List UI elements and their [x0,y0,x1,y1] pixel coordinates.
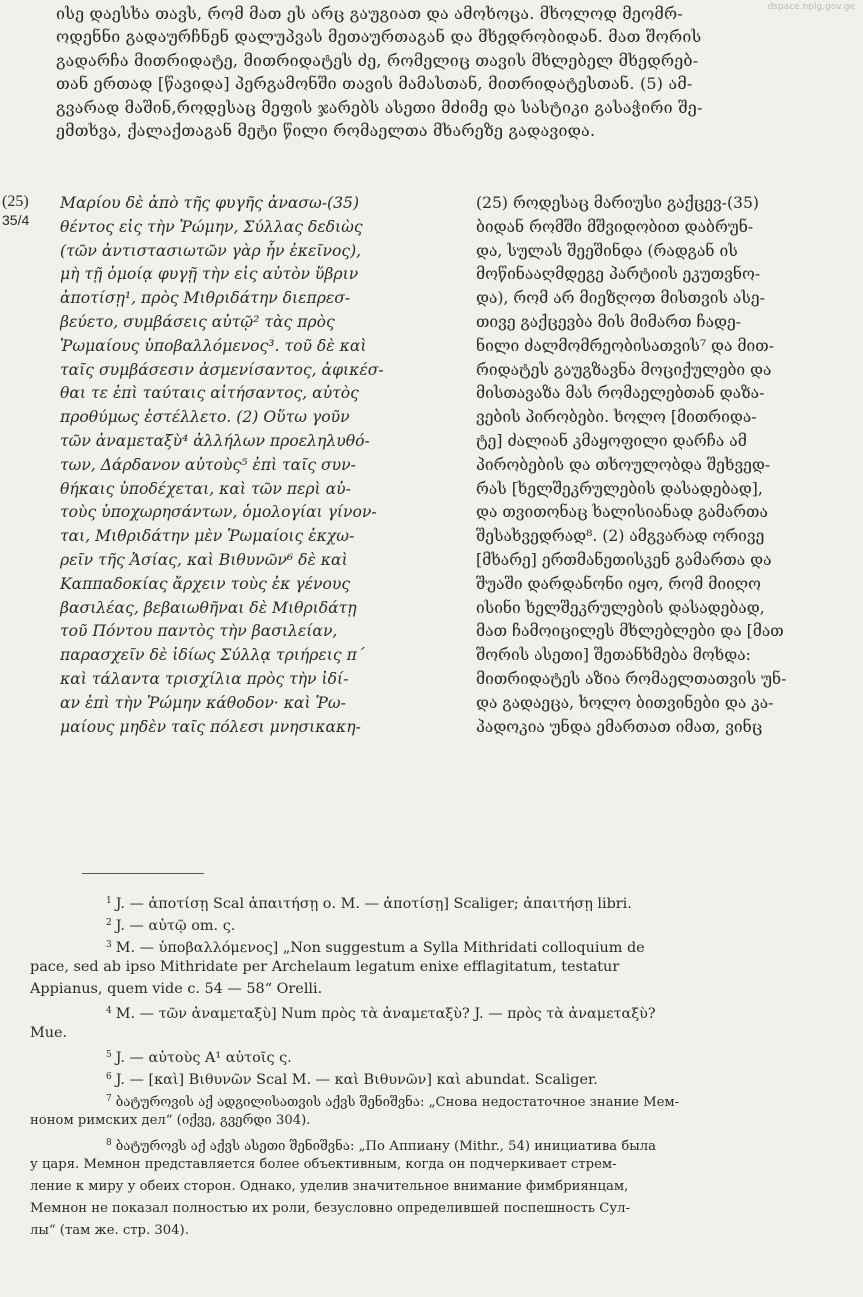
text-line: რიდატეს გაუგზავნა მოციქულები და [476,360,772,379]
footnote [30,912,856,934]
footnote-text: Mue. [30,1025,68,1041]
footnote-text: J. — αὐτοὺς A¹ αὐτοῖς ς. [115,1050,292,1066]
footnote [30,934,856,1000]
text-line: პირობების და თხოულობდა შეხვედ- [476,455,771,474]
text-line: შესახვედრად⁸. (2) ამგვარად ორივე [476,527,765,546]
text-line: καὶ τάλαντα τρισχίλια πρὸς τὴν ἰδί- [60,669,349,688]
footnote-divider [82,873,204,874]
text-line: ოდენნი გადაურჩნენ დალუპვას მეთაურთაგან და მხედრობიდან. მათ შორის [56,27,702,47]
text-line: ρεῖν τῆς Ἀσίας, καὶ Βιθυνῶν⁶ δὲ καὶ [60,550,348,569]
text-line: მოწინააღმდეგე პარტიის ეკუთვნო- [476,265,761,284]
text-line: და), რომ არ მიეზღოთ მისთვის ასე- [476,289,765,308]
text-line: μὴ τῇ ὁμοίᾳ φυγῇ τὴν εἰς αὐτὸν ὕβριν [60,265,359,284]
text-line: რას [ხელშეკრულების დასადებად], [476,479,763,498]
footnote [30,1132,856,1242]
footnote-number: 8 [106,1138,112,1148]
footnote-text: J. — [καὶ] Βιθυνῶν Scal M. — καὶ Βιθυνῶν] καὶ abundat. Scaliger. [115,1072,598,1088]
text-line: პადოკია უნდა ემართათ იმათ, ვინც [476,717,763,736]
footnote-number: 1 [106,896,112,906]
footnote-text: ბატუროვის აქ ადგილისათვის აქვს შენიშვნა: „Снова недостаточное знание Мем- [115,1095,680,1110]
text-line: ται, Μιθριδάτην μὲν Ῥωμαίοις ἐκχω- [60,527,355,546]
footnote [30,1088,856,1132]
footnote-number: 5 [106,1050,112,1060]
text-line: βεύετο, συμβάσεις αὐτῷ² τὰς πρὸς [60,312,335,331]
top-paragraph [56,2,852,142]
margin-notes [2,192,54,230]
text-line: და, სულას შეეშინდა (რადგან ის [476,241,738,260]
text-line: მითრიდატეს აზია რომაელთათვის უნ- [476,669,787,688]
footnote-text: у царя. Мемнон представляется более объективным, когда он подчеркивает стрем- [30,1157,617,1172]
text-line: ვების პირობები. ხოლო [მითრიდა- [476,408,757,427]
footnotes [30,890,856,1242]
text-line: ტე] ძალიან კმაყოფილი დარჩა ამ [476,431,747,450]
text-line: (25) როდესაც მარიუსი გაქცევ-(35) [476,194,759,212]
text-line: გვარად მაშინ,როდესაც მეფის ჯარებს ასეთი მძიმე და სასტიკი გასაჭირი შე- [56,97,703,117]
text-line: და თვითონაც ხალისიანად გამართა [476,503,768,522]
footnote-text: ление к миру у обеих сторон. Однако, уделив значительное внимание фимбриянцам, [30,1179,629,1194]
text-line: θήκαις ὑποδέχεται, καὶ τῶν περὶ αὐ- [60,479,351,498]
footnote-number: 6 [106,1072,112,1082]
watermark: dspace.nplg.gov.ge [767,2,855,12]
text-line: ἀποτίσῃ¹, πρὸς Μιθριδάτην διεπρεσ- [60,289,351,308]
text-line: ταῖς συμβάσεσιν ἀσμενίσαντος, ἀφικέσ- [60,360,384,379]
text-line: მისთავაზა მას რომაელებთან დაზა- [476,384,765,403]
text-line: ნილი ძალმომრეობისათვის⁷ და მით- [476,336,774,355]
text-line: და გადაეცა, ხოლო ბითვინები და კა- [476,693,774,712]
footnote-text: Мемнон не показал полностью их роли, безусловно определившей поспешность Сул- [30,1201,630,1216]
footnote [30,1000,856,1044]
text-line: των, Δάρδανον αὐτοὺς⁵ ἐπὶ ταῖς συν- [60,455,356,474]
footnote-number: 4 [106,1006,112,1016]
text-line: αν ἐπὶ τὴν Ῥώμην κάθοδον· καὶ Ῥω- [60,693,346,712]
footnote-text: M. — τῶν ἀναμεταξὺ] Num πρὸς τὰ ἀναμεταξὺ? J. — πρὸς τὰ ἀναμεταξὺ? [115,1006,656,1022]
footnote-number: 2 [106,918,112,928]
text-line: გადარჩა მითრიდატე, მითრიდატეს ძე, რომელიც თავის მხლებელ მხედრებ- [56,50,699,70]
footnote-text: J. — αὐτῷ om. ς. [115,918,236,934]
footnote-text: лы“ (там же. стр. 304). [30,1223,189,1238]
text-line: τοὺς ὑποχωρησάντων, ὁμολογίαι γίνον- [60,503,377,522]
footnote-text: Appianus, quem vide c. 54 — 58“ Orelli. [30,981,323,997]
greek-column [60,192,466,739]
page-reference: 35/4 [2,212,30,228]
text-line: θαι τε ἐπὶ ταύταις αἰτήσαντος, αὐτὸς [60,384,359,403]
text-line: θέντος εἰς τὴν Ῥώμην, Σύλλας δεδιὼς [60,217,363,236]
text-line: βασιλέας, βεβαιωθῆναι δὲ Μιθριδάτῃ [60,598,357,617]
footnote-text: J. — ἀποτίσῃ Scal ἀπαιτήσῃ ο. M. — ἀποτίσῃ] Scaliger; ἀπαιτήσῃ libri. [115,896,632,912]
text-line: შუაში დარდანონი იყო, რომ მიიღო [476,574,762,593]
text-line: Καππαδοκίας ἄρχειν τοὺς ἐκ γένους [60,574,351,593]
text-line: Ῥωμαίους ὑποβαλλόμενος³. τοῦ δὲ καὶ [60,336,367,355]
text-line: προθύμως ἐστέλλετο. (2) Οὕτω γοῦν [60,408,350,427]
text-line: τῶν ἀναμεταξὺ⁴ ἀλλήλων προεληλυθό- [60,431,370,450]
footnote [30,1066,856,1088]
text-line: Μαρίου δὲ ἀπὸ τῆς φυγῆς ἀνασω-(35) [60,194,360,212]
footnote-text: ბატუროვს აქ აქვს ასეთი შენიშვნა: „По Аппиану (Mithr., 54) инициатива была [115,1139,656,1154]
text-line: თან ერთად [წავიდა] პერგამონში თავის მამასთან, მითრიდატესთან. (5) ამ- [56,74,693,94]
text-line: παρασχεῖν δὲ ἰδίως Σύλλᾳ τριήρεις π΄ [60,646,365,665]
text-line: შორის ასეთი] შეთანხმება მოხდა: [476,646,751,665]
text-line: ემთხვა, ქალაქთაგან მეტი წილი რომაელთა მხარეზე გადავიდა. [56,120,596,140]
section-number: (25) [2,193,29,210]
text-line: მათ ჩამოიცილეს მხლებლები და [მათ [476,622,784,641]
footnote-number: 3 [106,940,112,950]
text-line: ისინი ხელშეკრულების დასადებად, [476,598,765,617]
text-line: ბიდან რომში მშვიდობით დაბრუნ- [476,217,754,236]
text-line: μαίους μηδὲν ταῖς πόλεσι μνησικακη- [60,717,361,736]
text-line: (τῶν ἀντιστασιωτῶν γὰρ ἦν ἐκεῖνος), [60,241,362,260]
footnote [30,890,856,912]
footnote-text: pace, sed ab ipso Mithridate per Archelaum legatum enixe efflagitatum, testatur [30,959,620,975]
text-line: [მხარე] ერთმანეთისკენ გამართა და [476,550,772,569]
text-line: თივე გაქცევბა მის მიმართ ჩადე- [476,312,742,331]
text-line: τοῦ Πόντου παντὸς τὴν βασιλείαν, [60,622,338,641]
footnote-number: 7 [106,1094,112,1104]
footnote-text: ноном римских дел“ (იქვე, გვერდი 304). [30,1113,311,1128]
footnote [30,1044,856,1066]
georgian-column [476,192,856,739]
footnote-text: M. — ὑποβαλλόμενος] „Non suggestum a Sylla Mithridati colloquium de [115,940,645,956]
text-line: ისე დაესხა თავს, რომ მათ ეს არც გაუგიათ და ამოხოცა. მხოლოდ მეომრ- [56,4,683,23]
